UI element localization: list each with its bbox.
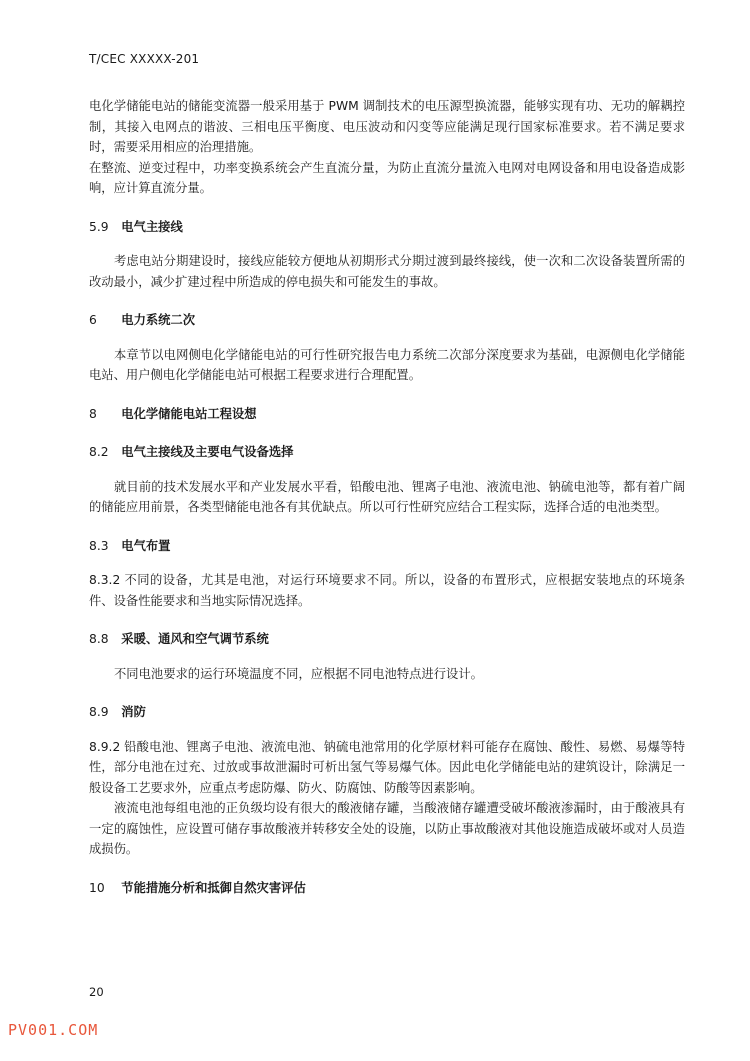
- section-heading-8: [89, 404, 685, 425]
- section-heading-5-9: [89, 217, 685, 238]
- paragraph-hvac: 不同电池要求的运行环境温度不同，应根据不同电池特点进行设计。: [114, 666, 483, 681]
- section-title: 节能措施分析和抵御自然灾害评估: [121, 880, 306, 895]
- document-code-header: T/CEC XXXXX-201: [89, 52, 200, 66]
- section-number: 8.3: [89, 538, 109, 553]
- section-title: 消防: [121, 705, 146, 719]
- section-title: 电气布置: [121, 538, 171, 553]
- paragraph-pcs-harmonics: 电化学储能电站的储能变流器一般采用基于 PWM 调制技术的电压源型换流器，能够实现有功、无功的解耦控制，其接入电网点的谐波、三相电压平衡度、电压波动和闪变等应能满足现行国家标准要求。若不满足要求时，需要采用相应的治理措施。: [89, 99, 685, 154]
- paragraph-secondary-system: 本章节以电网侧电化学储能电站的可行性研究报告电力系统二次部分深度要求为基础，电源侧电化学储能电站、用户侧电化学储能电站可根据工程要求进行合理配置。: [89, 347, 685, 382]
- section-number: 8: [89, 406, 97, 421]
- section-number: 8.9: [89, 705, 109, 719]
- section-number: 8.2: [89, 445, 109, 459]
- section-heading-8-9: [89, 702, 685, 723]
- clause-number: 8.3.2: [89, 573, 121, 587]
- section-heading-6: [89, 310, 685, 331]
- section-heading-10: [89, 878, 685, 899]
- section-number: 5.9: [89, 219, 109, 234]
- section-title: 采暖、通风和空气调节系统: [121, 632, 269, 646]
- page-number: 20: [89, 985, 104, 999]
- section-heading-8-3: [89, 536, 685, 557]
- section-title: 电化学储能电站工程设想: [121, 406, 257, 421]
- section-title: 电气主接线: [121, 219, 183, 234]
- document-body: [89, 96, 685, 898]
- clause-text: 铅酸电池、锂离子电池、液流电池、钠硫电池常用的化学原材料可能存在腐蚀、酸性、易燃、易爆等特性，部分电池在过充、过放或事故泄漏时可析出氢气等易爆气体。因此电化学储能电站的建筑设计，除满足一般设备工艺要求外，应重点考虑防爆、防火、防腐蚀、防酸等因素影响。: [89, 739, 685, 795]
- paragraph-main-wiring: 考虑电站分期建设时，接线应能较方便地从初期形式分期过渡到最终接线，使一次和二次设备装置所需的改动最小，减少扩建过程中所造成的停电损失和可能发生的事故。: [89, 254, 685, 289]
- paragraph-equipment-layout: [89, 570, 685, 611]
- paragraph-dc-component: 在整流、逆变过程中，功率变换系统会产生直流分量，为防止直流分量流入电网对电网设备和用电设备造成影响，应计算直流分量。: [89, 160, 685, 195]
- paragraph-fire-protection: [89, 737, 685, 799]
- clause-number: 8.9.2: [89, 739, 121, 754]
- clause-text: 不同的设备，尤其是电池，对运行环境要求不同。所以，设备的布置形式，应根据安装地点的环境条件、设备性能要求和当地实际情况选择。: [89, 573, 685, 608]
- section-title: 电力系统二次: [121, 313, 196, 327]
- paragraph-acid-tank: 液流电池每组电池的正负级均设有很大的酸液储存罐，当酸液储存罐遭受破坏酸液渗漏时，由于酸液具有一定的腐蚀性，应设置可储存事故酸液并转移安全处的设施，以防止事故酸液对其他设施造成破坏或对人员造成损伤。: [89, 801, 685, 856]
- section-heading-8-8: [89, 629, 685, 650]
- section-title: 电气主接线及主要电气设备选择: [121, 445, 294, 459]
- paragraph-battery-types: 就目前的技术发展水平和产业发展水平看，铅酸电池、锂离子电池、液流电池、钠硫电池等，都有着广阔的储能应用前景，各类型储能电池各有其优缺点。所以可行性研究应结合工程实际，选择合适的电池类型。: [89, 479, 685, 514]
- section-number: 10: [89, 880, 105, 895]
- section-number: 6: [89, 313, 97, 327]
- section-number: 8.8: [89, 632, 109, 646]
- site-watermark: PV001.COM: [8, 1021, 99, 1039]
- section-heading-8-2: [89, 442, 685, 463]
